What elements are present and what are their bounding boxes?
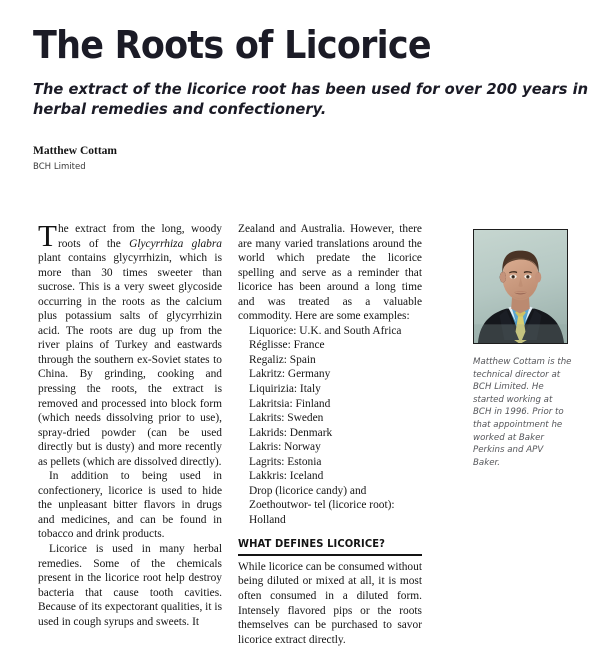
list-item: Réglisse: France [249,339,325,352]
paragraph-what-defines-licorice: While licorice can be consumed without being diluted or mixed at all, it is most often consumed in a diluted form. Intensely flavored pips or the roots themselves can be purchased to savor licorice extract directly. [238,560,422,646]
drop-cap: T [38,218,57,253]
paragraph-intro-tail: plant contains glycyrrhizin, which is more than 30 times sweeter than sucrose. This is a very sweet glycoside occurring in the roots as the calcium plus potassium salts of glycyrrhizin acid. The roots are dug up from the river plains of Turkey and eastwards through the southern ex-Soviet states to China. By grinding, cooking and pressing the roots, the extract is removed and processed into block form (which needs dissolving prior to use), spray-dried powder (can be used directly but is dusty) and more recently as pellets (which are dissolved directly). [38,252,222,468]
article-standfirst: The extract of the licorice root has been used for over 200 years in herbal remedies and confectionery. [33,80,589,118]
paragraph-intro-lead: he extract from the long, woody roots of the [57,223,222,250]
author-organization: BCH Limited [33,161,86,172]
section-heading: WHAT DEFINES LICORICE? [238,538,386,551]
list-item: Regaliz: Spain [249,353,316,366]
list-item: Lakritsia: Finland [249,397,331,410]
paragraph-herbal-remedies: Licorice is used in many herbal remedies. Some of the chemicals present in the licorice root help destroy bacteria that cause tooth cavities. Because of its expectorant qualities, it is used in cough syrups and sweets. It [38,543,222,628]
author-name: Matthew Cottam [33,145,117,157]
species-name: Glycyrrhiza glabra [129,237,222,250]
portrait-image [474,230,567,343]
section-heading-rule [238,554,422,556]
list-item-line-1: Drop (licorice candy) and Zoethoutwor- [249,484,367,512]
paragraph-intro [38,218,222,469]
page-title: The Roots of Licorice [33,23,431,67]
body-column-1 [38,218,222,629]
author-portrait-photo [473,229,568,344]
list-item: Lakrits: Sweden [249,412,324,425]
list-item: Lakris: Norway [249,441,321,454]
byline [33,144,117,173]
list-item: Liquirizia: Italy [249,383,321,396]
section-heading-block [238,538,422,556]
translations-list [238,324,422,528]
list-item: Lagrits: Estonia [249,455,322,468]
paragraph-translations-intro: Zealand and Australia. However, there are many varied translations around the world which predate the licorice spelling and serve as a reminder that licorice has been around a long time and was treated as a valuable commodity. Here are some examples: [238,223,422,323]
list-item-line-2: tel (licorice root): Holland [249,499,395,526]
list-item: Lakritz: Germany [249,368,331,381]
list-item: Liquorice: U.K. and South Africa [249,324,402,337]
paragraph-confectionery: In addition to being used in confectionery, licorice is used to hide the unpleasant bitter flavors in drugs and medicines, and can be found in tobacco and drink products. [38,470,222,541]
list-item [238,484,422,528]
photo-caption: Matthew Cottam is the technical director at BCH Limited. He started working at BCH in 1996. Prior to that appointment he worked at Baker Perkins and APV Baker. [473,357,572,468]
list-item: Lakrids: Denmark [249,426,333,439]
body-column-2 [238,222,422,647]
masthead [33,23,589,119]
list-item: Lakkris: Iceland [249,470,324,483]
